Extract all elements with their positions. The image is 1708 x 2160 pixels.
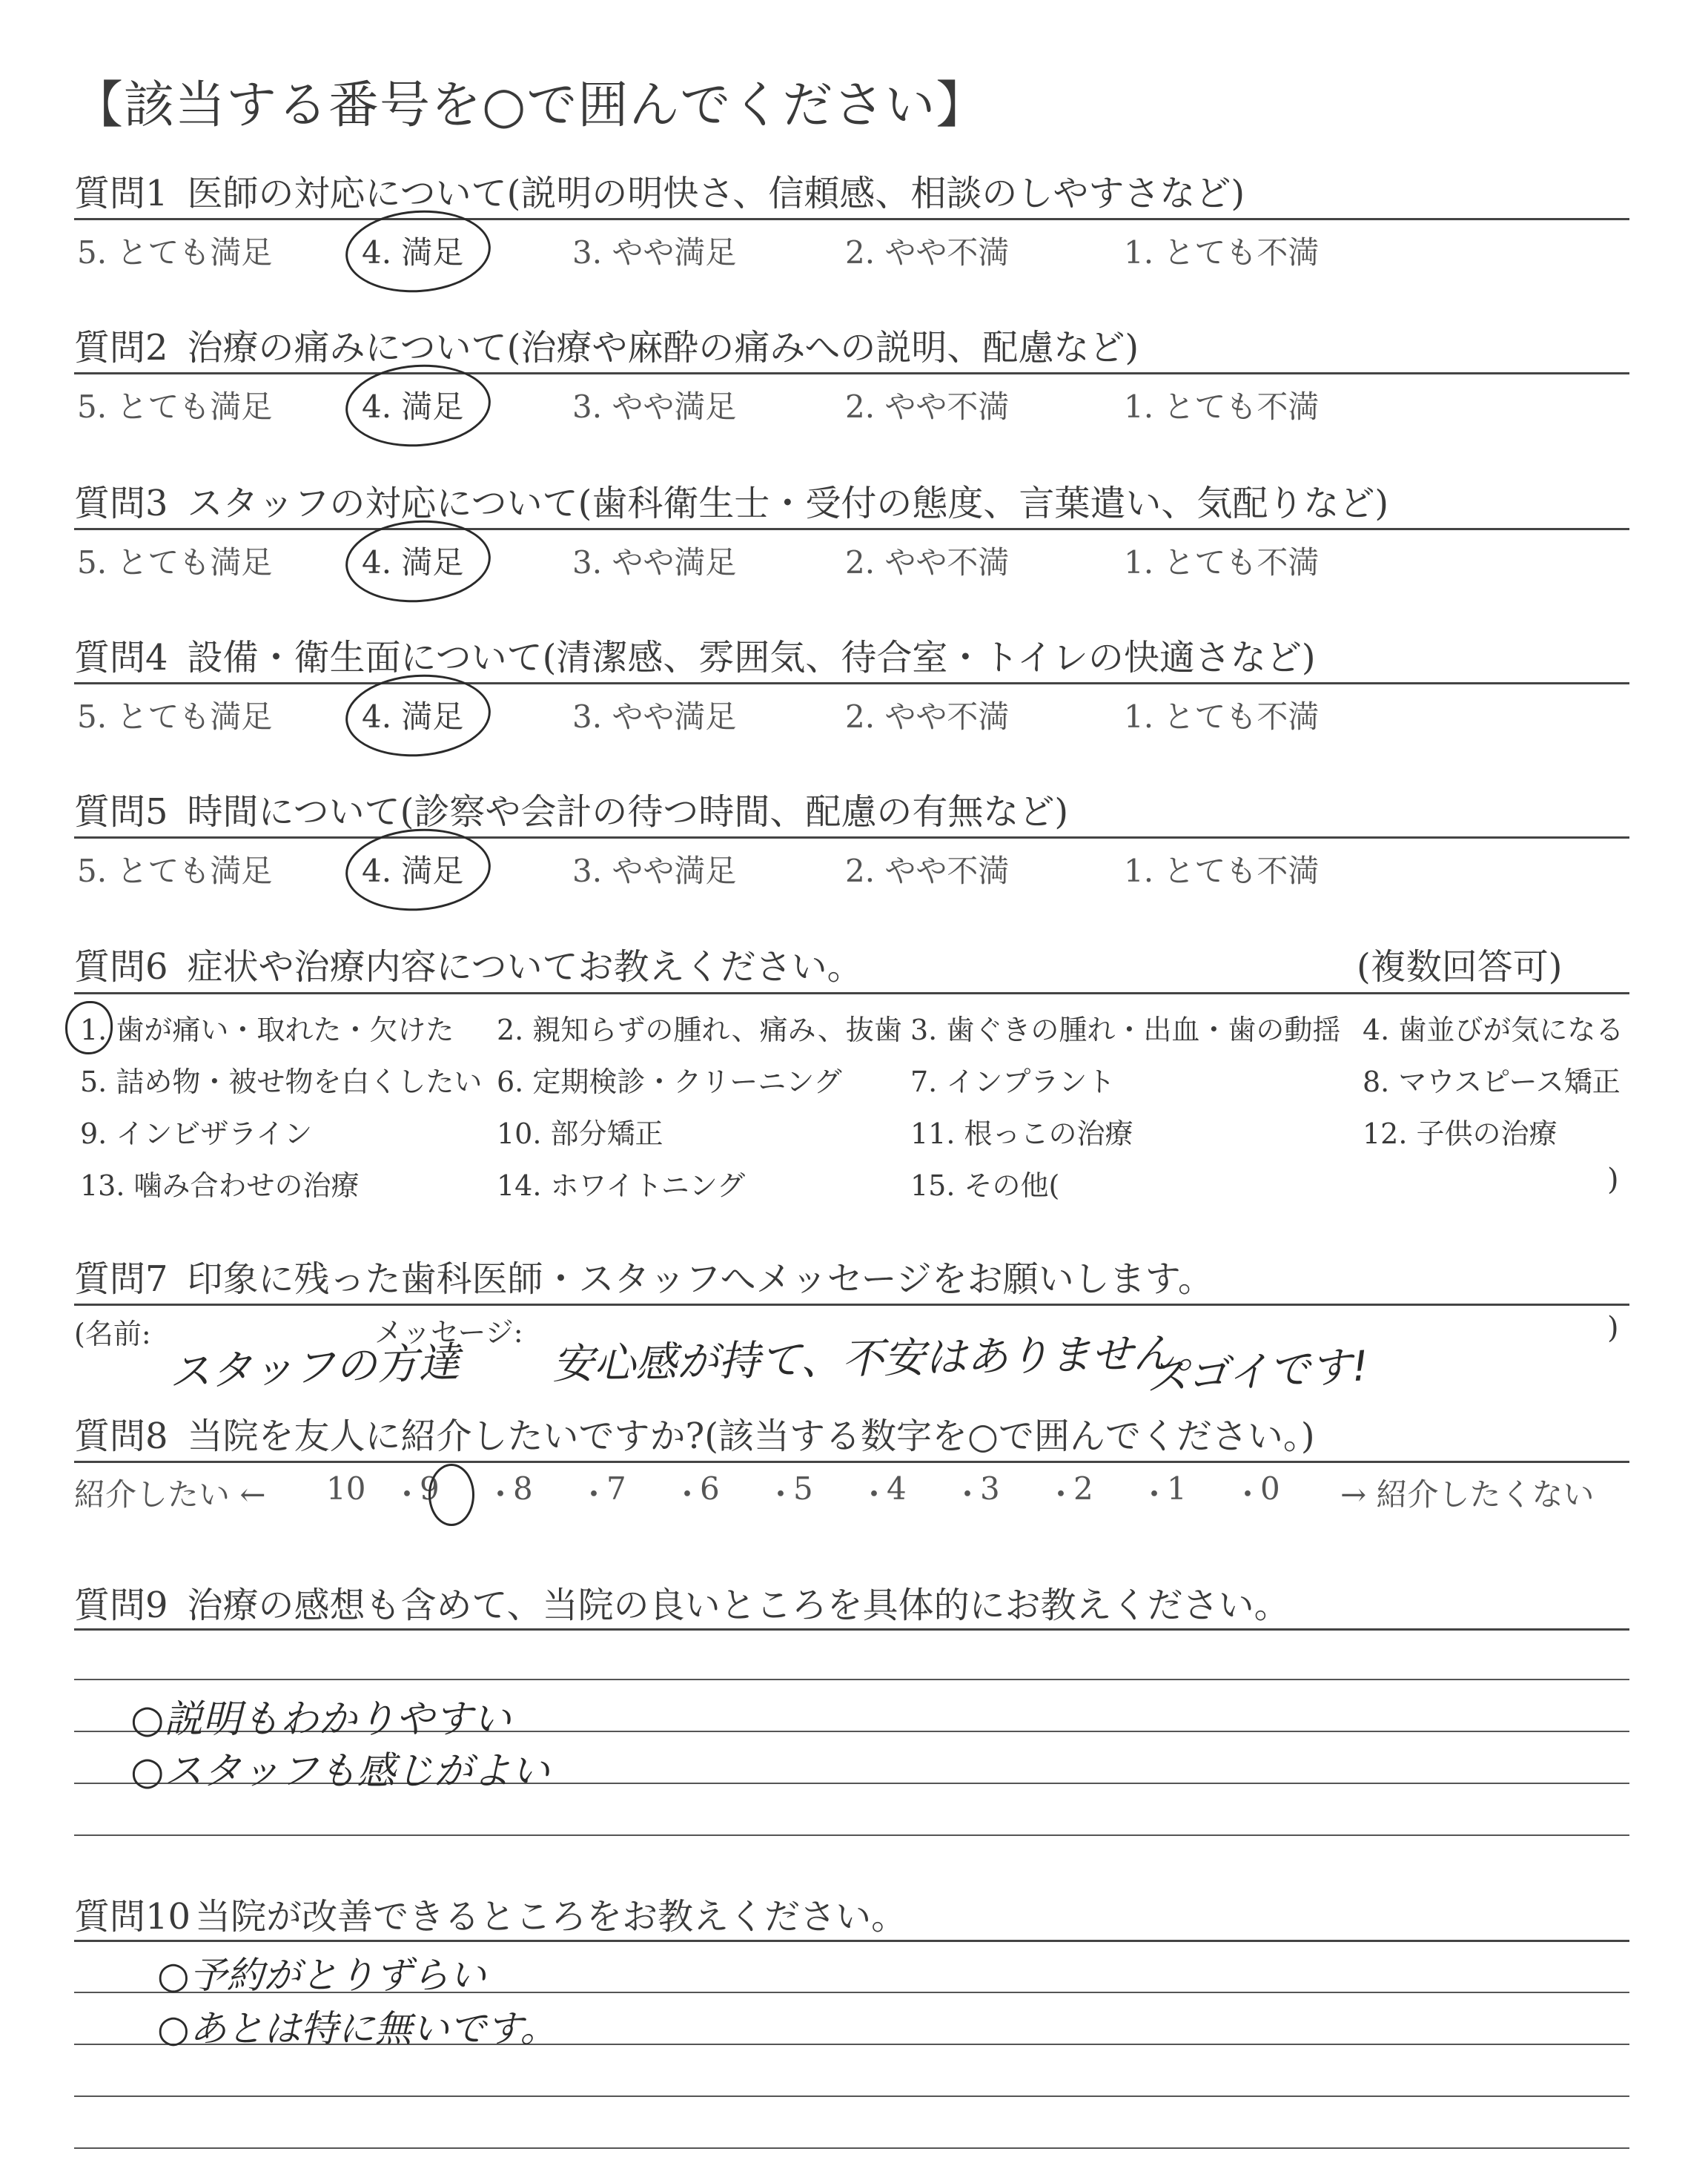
question-2-option-1[interactable]: 1. とても不満 <box>1124 389 1320 425</box>
q9-title <box>74 1576 1290 1628</box>
q8-scale-separator: ・ <box>1139 1476 1171 1513</box>
question-4-title <box>74 629 1316 680</box>
question-number: 質問8 <box>74 1416 168 1457</box>
question-5-title <box>74 783 1068 834</box>
q8-scale-value-1[interactable]: 1 <box>1167 1470 1187 1507</box>
question-text: 当院が改善できるところをお教えください。 <box>195 1896 907 1938</box>
question-number: 質問9 <box>74 1585 168 1626</box>
question-3-option-5[interactable]: 5. とても満足 <box>77 544 273 581</box>
question-text: 印象に残った歯科医師・スタッフへメッセージをお願いします。 <box>187 1258 1214 1300</box>
q7-name-label: (名前: <box>74 1318 151 1350</box>
q8-scale-value-9[interactable]: 9 <box>420 1470 440 1507</box>
question-number: 質問2 <box>74 327 168 369</box>
question-3-option-3[interactable]: 3. やや満足 <box>572 544 737 581</box>
q6-title <box>74 938 863 989</box>
q6-option-6[interactable]: 6. 定期検診・クリーニング <box>497 1066 842 1098</box>
question-text: 治療の痛みについて(治療や麻酔の痛みへの説明、配慮など) <box>187 327 1139 369</box>
question-3-option-4[interactable]: 4. 満足 <box>362 544 464 581</box>
q6-option-7[interactable]: 7. インプラント <box>910 1066 1116 1098</box>
question-text: 医師の対応について(説明の明快さ、信頼感、相談のしやすさなど) <box>187 173 1245 214</box>
q8-scale-separator: ・ <box>485 1476 517 1513</box>
question-text: 症状や治療内容についてお教えください。 <box>187 946 863 988</box>
q8-rule <box>74 1461 1629 1463</box>
question-2-option-4[interactable]: 4. 満足 <box>362 389 464 425</box>
q6-option-11[interactable]: 11. 根っこの治療 <box>910 1117 1133 1150</box>
question-1-option-4[interactable]: 4. 満足 <box>362 234 464 271</box>
q8-scale-separator: ・ <box>1045 1476 1077 1513</box>
q8-scale-separator: ・ <box>765 1476 797 1513</box>
question-5-option-3[interactable]: 3. やや満足 <box>572 853 737 889</box>
question-5-option-2[interactable]: 2. やや不満 <box>845 853 1010 889</box>
question-1-option-5[interactable]: 5. とても満足 <box>77 234 273 271</box>
q8-scale-value-8[interactable]: 8 <box>513 1470 533 1507</box>
question-text: 治療の感想も含めて、当院の良いところを具体的にお教えください。 <box>187 1585 1290 1626</box>
q8-scale-value-3[interactable]: 3 <box>980 1470 1000 1507</box>
q6-option-5[interactable]: 5. 詰め物・被せ物を白くしたい <box>80 1066 483 1098</box>
q10-answer-2: ○あとは特に無いです。 <box>157 2007 557 2050</box>
survey-header: 【該当する番号を○で囲んでください】 <box>73 76 987 135</box>
q10-title <box>74 1888 907 1939</box>
question-5-option-1[interactable]: 1. とても不満 <box>1124 853 1320 889</box>
q8-scale-value-0[interactable]: 0 <box>1260 1470 1280 1507</box>
question-text: 時間について(診察や会計の待つ時間、配慮の有無など) <box>187 791 1069 833</box>
q8-scale-separator: ・ <box>1232 1476 1264 1513</box>
q10-answer-line <box>74 2095 1629 2097</box>
q10-answer-1: ○予約がとりずらい <box>157 1954 486 1997</box>
q7-name-handwritten: スタッフの方達 <box>168 1338 461 1397</box>
q7-title <box>74 1250 1214 1301</box>
q8-right-label: → 紹介したくない <box>1340 1476 1595 1513</box>
question-1-option-2[interactable]: 2. やや不満 <box>845 234 1010 271</box>
q8-scale-separator: ・ <box>952 1476 984 1513</box>
q6-option-1[interactable]: 1. 歯が痛い・取れた・欠けた <box>80 1014 454 1046</box>
question-3-rule <box>74 528 1629 530</box>
q9-rule <box>74 1628 1629 1631</box>
question-number: 質問3 <box>74 483 168 524</box>
q9-answer-1: ○説明もわかりやすい <box>130 1697 512 1742</box>
question-2-option-3[interactable]: 3. やや満足 <box>572 389 737 425</box>
q9-answer-line <box>74 1834 1629 1836</box>
q8-scale-value-6[interactable]: 6 <box>700 1470 720 1507</box>
question-text: スタッフの対応について(歯科衛生士・受付の態度、言葉遣い、気配りなど) <box>187 483 1389 524</box>
question-3-option-2[interactable]: 2. やや不満 <box>845 544 1010 581</box>
q6-option-13[interactable]: 13. 噛み合わせの治療 <box>80 1169 360 1202</box>
q6-option-4[interactable]: 4. 歯並びが気になる <box>1363 1014 1624 1046</box>
q6-option-15[interactable]: 15. その他( <box>910 1169 1060 1202</box>
q7-message-label: メッセージ: <box>374 1316 523 1349</box>
question-1-option-1[interactable]: 1. とても不満 <box>1124 234 1320 271</box>
q10-answer-line <box>74 2147 1629 2149</box>
q7-close-paren: ) <box>1607 1311 1619 1345</box>
q6-close-paren: ) <box>1607 1163 1619 1197</box>
q8-scale-separator: ・ <box>858 1476 890 1513</box>
q8-scale-value-7[interactable]: 7 <box>606 1470 626 1507</box>
q6-option-8[interactable]: 8. マウスピース矯正 <box>1363 1066 1621 1098</box>
question-2-option-5[interactable]: 5. とても満足 <box>77 389 273 425</box>
question-5-rule <box>74 836 1629 839</box>
question-2-option-2[interactable]: 2. やや不満 <box>845 389 1010 425</box>
question-4-option-1[interactable]: 1. とても不満 <box>1124 698 1320 735</box>
question-4-option-5[interactable]: 5. とても満足 <box>77 698 273 735</box>
question-number: 質問6 <box>74 946 168 988</box>
question-1-title <box>74 165 1245 216</box>
q9-answer-line <box>74 1679 1629 1680</box>
question-2-rule <box>74 372 1629 374</box>
question-5-option-5[interactable]: 5. とても満足 <box>77 853 273 889</box>
question-2-title <box>74 319 1139 370</box>
question-text: 設備・衛生面について(清潔感、雰囲気、待合室・トイレの快適さなど) <box>187 637 1316 678</box>
q7-message-handwritten: 安心感が持て、不安はありません。 <box>552 1329 1219 1389</box>
q8-scale-value-2[interactable]: 2 <box>1073 1470 1093 1507</box>
q8-scale-value-4[interactable]: 4 <box>887 1470 907 1507</box>
q7-rule <box>74 1304 1629 1306</box>
q6-option-12[interactable]: 12. 子供の治療 <box>1363 1117 1558 1150</box>
question-number: 質問7 <box>74 1258 168 1300</box>
question-4-rule <box>74 682 1629 684</box>
q6-option-3[interactable]: 3. 歯ぐきの腫れ・出血・歯の動揺 <box>910 1014 1341 1046</box>
q8-scale-value-5[interactable]: 5 <box>793 1470 813 1507</box>
question-4-option-3[interactable]: 3. やや満足 <box>572 698 737 735</box>
question-text: 当院を友人に紹介したいですか?(該当する数字を○で囲んでください。) <box>187 1416 1315 1457</box>
q8-scale-separator: ・ <box>578 1476 610 1513</box>
q7-message-extra-handwritten: スゴイです! <box>1144 1342 1370 1402</box>
question-number: 質問10 <box>74 1896 191 1938</box>
q6-option-9[interactable]: 9. インビザライン <box>80 1117 313 1150</box>
question-1-option-3[interactable]: 3. やや満足 <box>572 234 737 271</box>
q6-option-10[interactable]: 10. 部分矯正 <box>497 1117 663 1150</box>
question-4-option-4[interactable]: 4. 満足 <box>362 698 464 735</box>
q8-left-label: 紹介したい ← <box>74 1476 266 1513</box>
question-number: 質問1 <box>74 173 168 214</box>
question-number: 質問4 <box>74 637 168 678</box>
question-3-option-1[interactable]: 1. とても不満 <box>1124 544 1320 581</box>
question-4-option-2[interactable]: 2. やや不満 <box>845 698 1010 735</box>
question-number: 質問5 <box>74 791 168 833</box>
q10-rule <box>74 1940 1629 1942</box>
q6-rule <box>74 992 1629 994</box>
q8-scale-separator: ・ <box>391 1476 423 1513</box>
question-5-option-4[interactable]: 4. 満足 <box>362 853 464 889</box>
q6-option-2[interactable]: 2. 親知らずの腫れ、痛み、抜歯 <box>497 1014 902 1046</box>
q6-option-14[interactable]: 14. ホワイトニング <box>497 1169 746 1202</box>
question-1-rule <box>74 218 1629 220</box>
q9-answer-2: ○スタッフも感じがよい <box>130 1749 550 1794</box>
q6-note: (複数回答可) <box>1357 946 1563 988</box>
q8-title <box>74 1407 1315 1459</box>
q8-scale-separator: ・ <box>672 1476 704 1513</box>
question-3-title <box>74 475 1388 526</box>
q8-scale-value-10[interactable]: 10 <box>326 1470 366 1507</box>
